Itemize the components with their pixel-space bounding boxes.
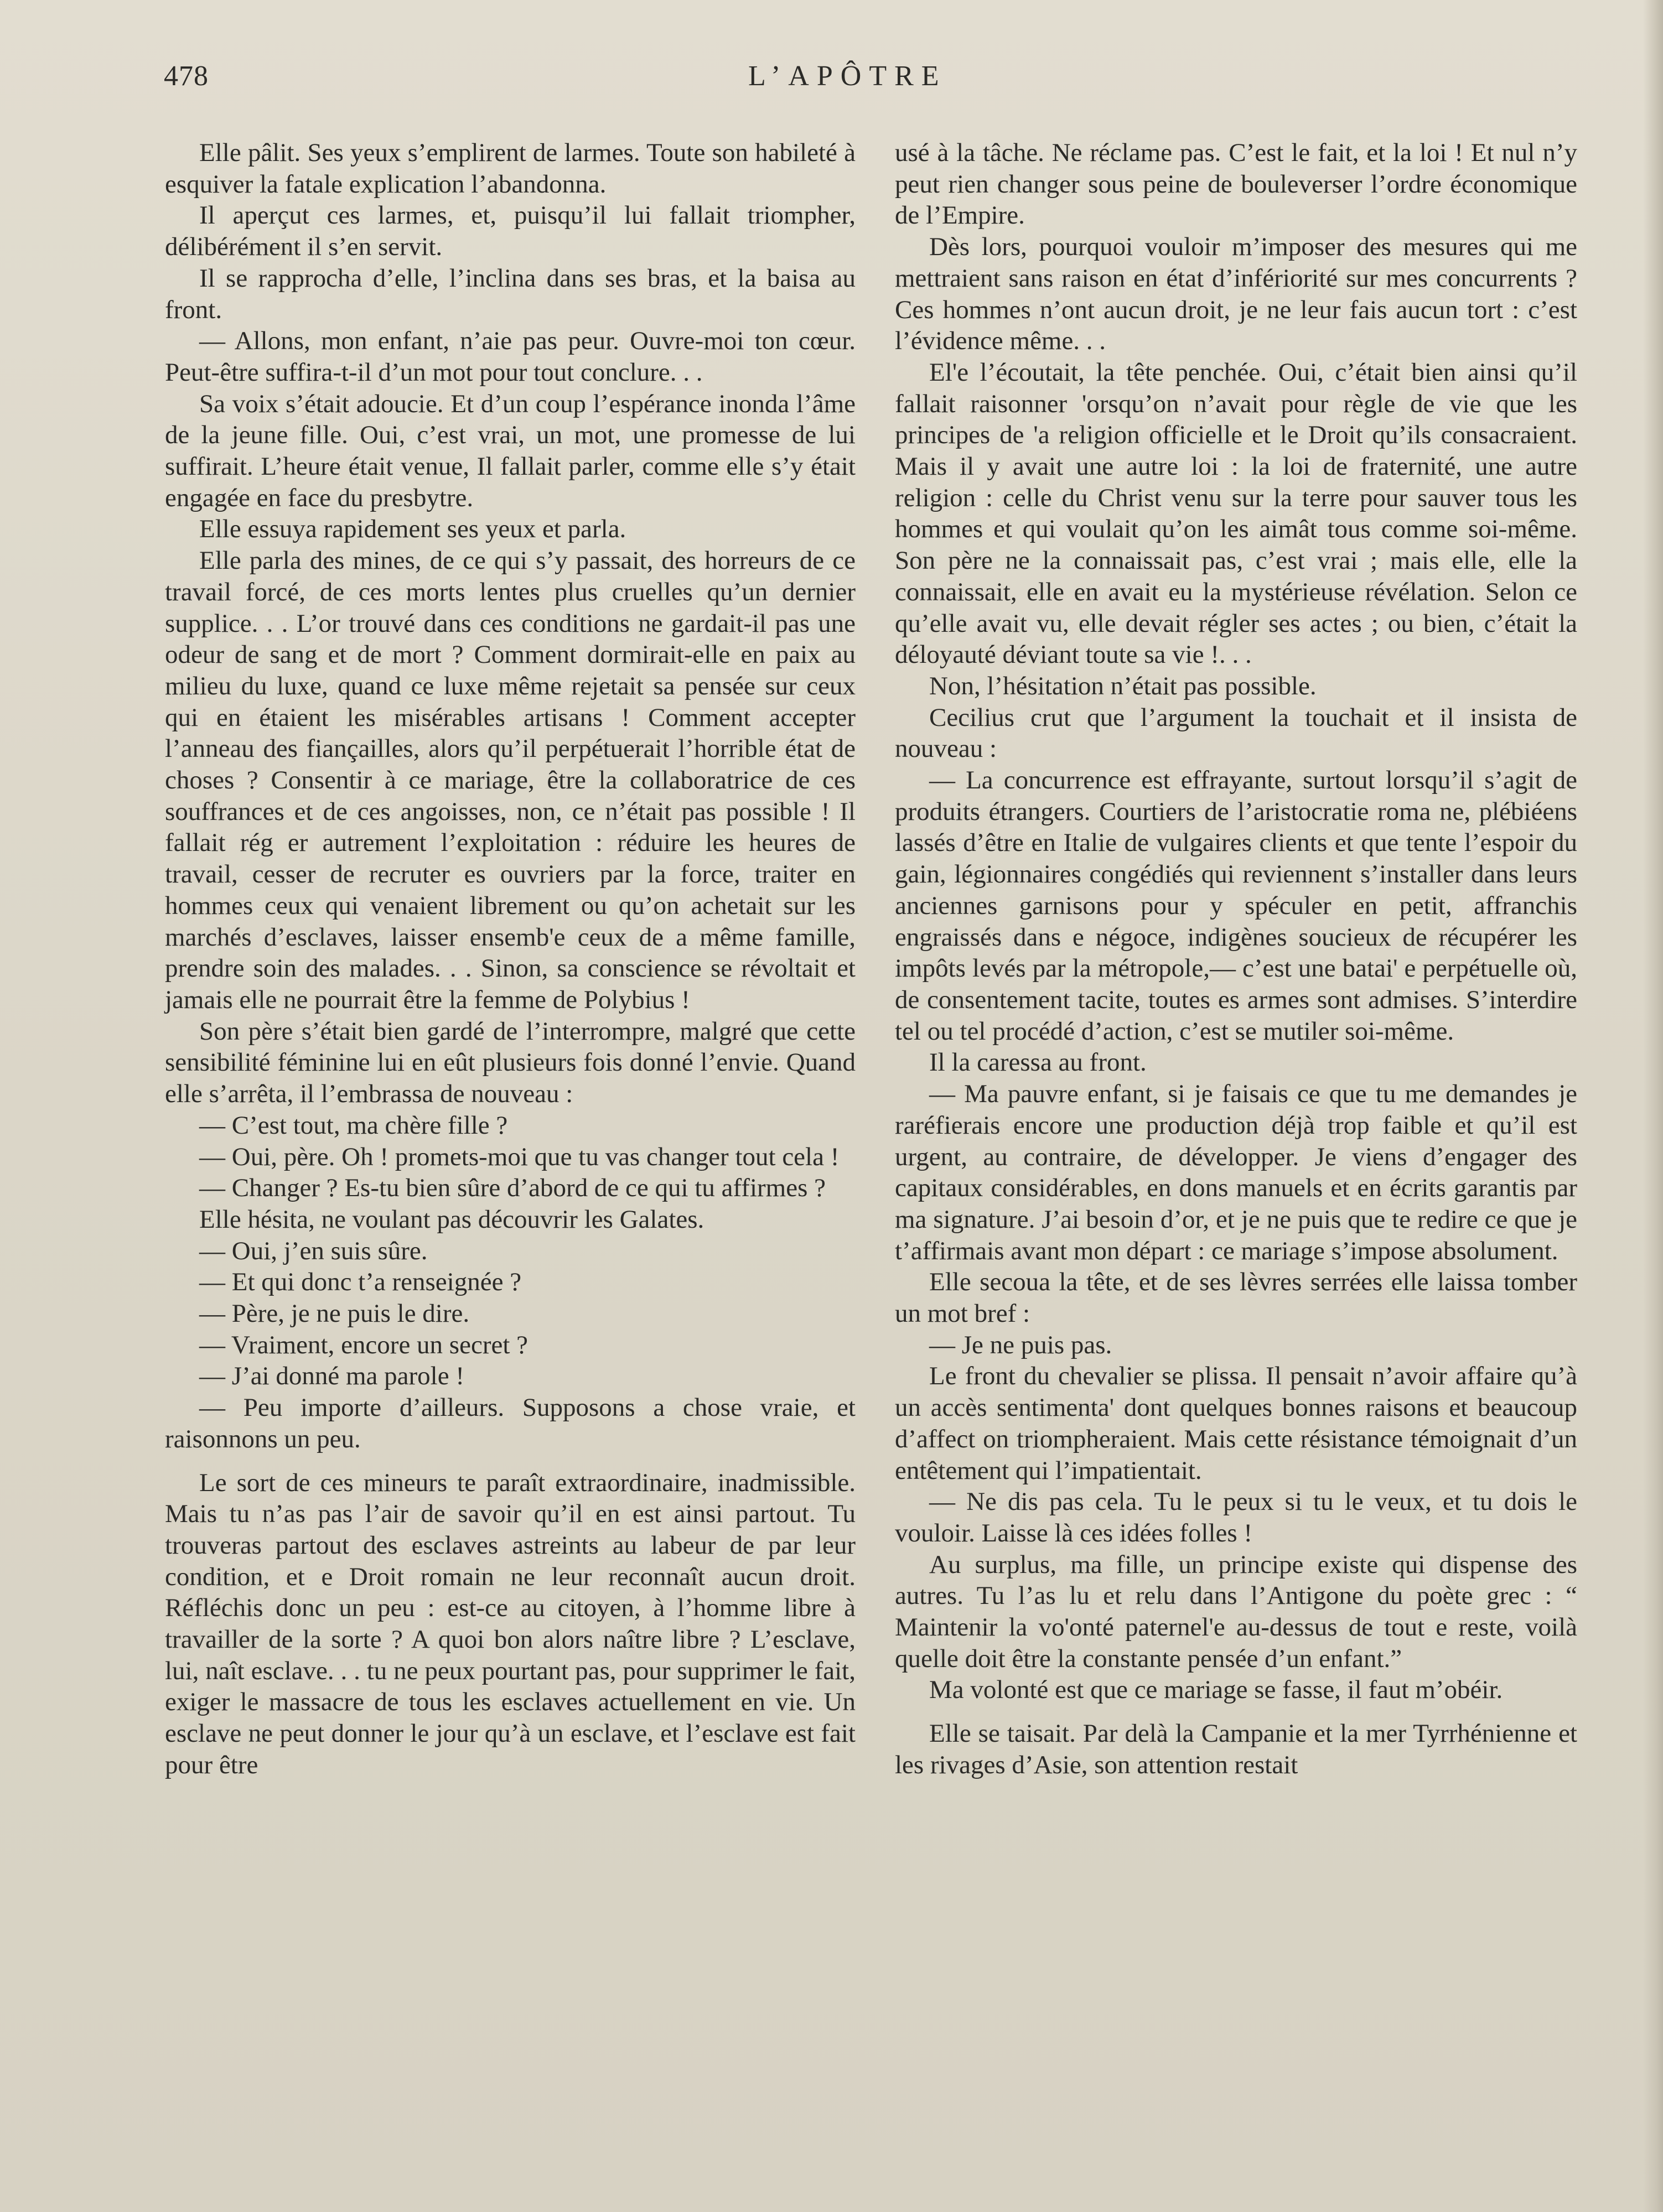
- paragraph: Il aperçut ces larmes, et, puisqu’il lui fallait triompher, délibérément il s’en servit.: [165, 201, 856, 262]
- paragraph: Il la caressa au front.: [929, 1048, 1147, 1077]
- paragraph: — Vraiment, encore un secret ?: [199, 1330, 528, 1359]
- paragraph: Non, l’hésitation n’était pas possible.: [929, 671, 1317, 700]
- paragraph: Sa voix s’était adoucie. Et d’un coup l’espérance inonda l’âme de la jeune fille. Oui, c’est vrai, un mot, une promesse de lui suffirait. L’heure était venue, Il fallait parler, comme elle s’y était engagée en face du presbytre.: [165, 389, 856, 512]
- paragraph: Le front du chevalier se plissa. Il pensait n’avoir affaire qu’à un accès sentimenta' dont quelques bonnes raisons et beaucoup d’affect on triompheraient. Mais cette résistance témoignait d’un entêtement qui l’impatientait.: [895, 1362, 1577, 1485]
- paragraph: — Peu importe d’ailleurs. Supposons a chose vraie, et raisonnons un peu.: [165, 1393, 856, 1453]
- paragraph: — La concurrence est effrayante, surtout lorsqu’il s’agit de produits étrangers. Courtiers de l’aristocratie roma ne, plébiéens lassés d’être en Italie de vulgaires clients et que tente l’espoir du gain, légionnaires congédiés qui reviennent s’installer dans leurs anciennes garnisons pour y spéculer en petit, affranchis engraissés dans e négoce, indigènes soucieux de récupérer les impôts levés par la métropole,— c’est une batai' e perpétuelle où, de consentement tacite, toutes es armes sont admises. S’interdire tel ou tel procédé d’action, c’est se mutiler soi-même.: [895, 766, 1577, 1046]
- paragraph: — Allons, mon enfant, n’aie pas peur. Ouvre-moi ton cœur. Peut-être suffira-t-il d’un mot pour tout conclure. . .: [165, 326, 856, 387]
- paragraph: Cecilius crut que l’argument la touchait et il insista de nouveau :: [895, 703, 1577, 764]
- paragraph: Le sort de ces mineurs te paraît extraordinaire, inadmissible. Mais tu n’as pas l’air de savoir qu’il en est ainsi partout. Tu trouveras partout des esclaves astreints au labeur de par leur condition, et e Droit romain ne leur reconnaît aucun droit. Réfléchis donc un peu : est-ce au citoyen, à l’homme libre à travailler de la sorte ? A quoi bon alors naître libre ? L’esclave, lui, naît esclave. . . tu ne peux pourtant pas, pour supprimer le fait, exiger le massacre de tous les esclaves actuellement en vie. Un esclave ne peut donner le jour qu’à un esclave, et l’esclave est fait pour être: [165, 1468, 856, 1779]
- paragraph: — C’est tout, ma chère fille ?: [199, 1110, 508, 1140]
- paragraph: — Je ne puis pas.: [929, 1330, 1112, 1359]
- page-number: 478: [164, 60, 209, 92]
- running-title: L’APÔTRE: [748, 60, 947, 92]
- paragraph: Elle secoua la tête, et de ses lèvres serrées elle laissa tomber un mot bref :: [895, 1268, 1577, 1328]
- paragraph: Elle pâlit. Ses yeux s’emplirent de larmes. Toute son habileté à esquiver la fatale explication l’abandonna.: [165, 138, 856, 199]
- paragraph: — Et qui donc t’a renseignée ?: [199, 1268, 522, 1297]
- paragraph: usé à la tâche. Ne réclame pas. C’est le fait, et la loi ! Et nul n’y peut rien changer sous peine de bouleverser l’ordre économique de l’Empire.: [895, 138, 1577, 230]
- paragraph: Elle essuya rapidement ses yeux et parla.: [199, 515, 626, 544]
- left-column: [165, 137, 856, 1781]
- paragraph: Au surplus, ma fille, un principe existe qui dispense des autres. Tu l’as lu et relu dans l’Antigone du poète grec : “ Maintenir la vo'onté paternel'e au-dessus de tout e reste, voilà quelle doit être la constante pensée d’un enfant.”: [895, 1550, 1577, 1673]
- paragraph: — Oui, j’en suis sûre.: [199, 1236, 428, 1265]
- paragraph: El'e l’écoutait, la tête penchée. Oui, c’était bien ainsi qu’il fallait raisonner 'orsqu’on n’avait pour règle de vie que les principes de 'a religion officielle et le Droit qu’ils consacraient. Mais il y avait une autre loi : la loi de fraternité, une autre religion : celle du Christ venu sur la terre pour sauver tous les hommes et qui voulait qu’on les aimât tous comme soi-même. Son père ne la connaissait pas, c’est vrai ; mais elle, elle la connaissait, elle en avait eu la mystérieuse révélation. Selon ce qu’elle avait vu, elle devait régler ses actes ; ou bien, c’était la déloyauté déviant toute sa vie !. . .: [895, 357, 1577, 669]
- paragraph: Ma volonté est que ce mariage se fasse, il faut m’obéir.: [929, 1675, 1503, 1705]
- page-header: [162, 60, 1578, 104]
- paragraph: — Père, je ne puis le dire.: [199, 1299, 470, 1328]
- paragraph: — Changer ? Es-tu bien sûre d’abord de ce qui tu affirmes ?: [199, 1173, 826, 1203]
- paragraph: — Oui, père. Oh ! promets-moi que tu vas changer tout cela !: [199, 1142, 840, 1171]
- paragraph: Son père s’était bien gardé de l’interrompre, malgré que cette sensibilité féminine lui en eût plusieurs fois donné l’envie. Quand elle s’arrêta, il l’embrassa de nouveau :: [165, 1016, 856, 1109]
- paragraph: Elle se taisait. Par delà la Campanie et la mer Tyrrhénienne et les rivages d’Asie, son attention restait: [895, 1719, 1577, 1779]
- paragraph: Elle parla des mines, de ce qui s’y passait, des horreurs de ce travail forcé, de ces morts lentes plus cruelles qu’un dernier supplice. . . L’or trouvé dans ces conditions ne gardait-il pas une odeur de sang et de mort ? Comment dormirait-elle en paix au milieu du luxe, quand ce luxe même rejetait sa pensée sur ceux qui en étaient les misérables artisans ! Comment accepter l’anneau des fiançailles, alors qu’il perpétuerait l’horrible état de choses ? Consentir à ce mariage, être la collaboratrice de ces souffrances et de ces angoisses, non, ce n’était pas possible ! Il fallait rég er autrement l’exploitation : réduire les heures de travail, cesser de recruter es ouvriers par la force, traiter en hommes ceux qui venaient librement ou qu’on achetait sur les marchés d’esclaves, laisser ensemb'e ceux de a même famille, prendre soin des malades. . . Sinon, sa conscience se révoltait et jamais elle ne pourrait être la femme de Polybius !: [165, 546, 856, 1014]
- paragraph: Il se rapprocha d’elle, l’inclina dans ses bras, et la baisa au front.: [165, 263, 856, 324]
- paragraph: — Ne dis pas cela. Tu le peux si tu le veux, et tu dois le vouloir. Laisse là ces idées folles !: [895, 1487, 1577, 1548]
- right-column: [895, 137, 1577, 1781]
- page-edge-shadow: [1643, 0, 1663, 2212]
- paragraph: Elle hésita, ne voulant pas découvrir les Galates.: [199, 1204, 704, 1234]
- paragraph: Dès lors, pourquoi vouloir m’imposer des mesures qui me mettraient sans raison en état d’infériorité sur mes concurrents ? Ces hommes n’ont aucun droit, je ne leur fais aucun tort : c’est l’évidence même. . .: [895, 232, 1577, 356]
- paragraph: — Ma pauvre enfant, si je faisais ce que tu me demandes je raréfierais encore une production déjà trop faible et qu’il est urgent, au contraire, de développer. Je viens d’engager des capitaux considérables, en dons manuels et en écrits garantis par ma signature. J’ai besoin d’or, et je ne puis que te redire ce que je t’affirmais avant mon départ : ce mariage s’impose absolument.: [895, 1079, 1577, 1265]
- paragraph: — J’ai donné ma parole !: [199, 1362, 464, 1391]
